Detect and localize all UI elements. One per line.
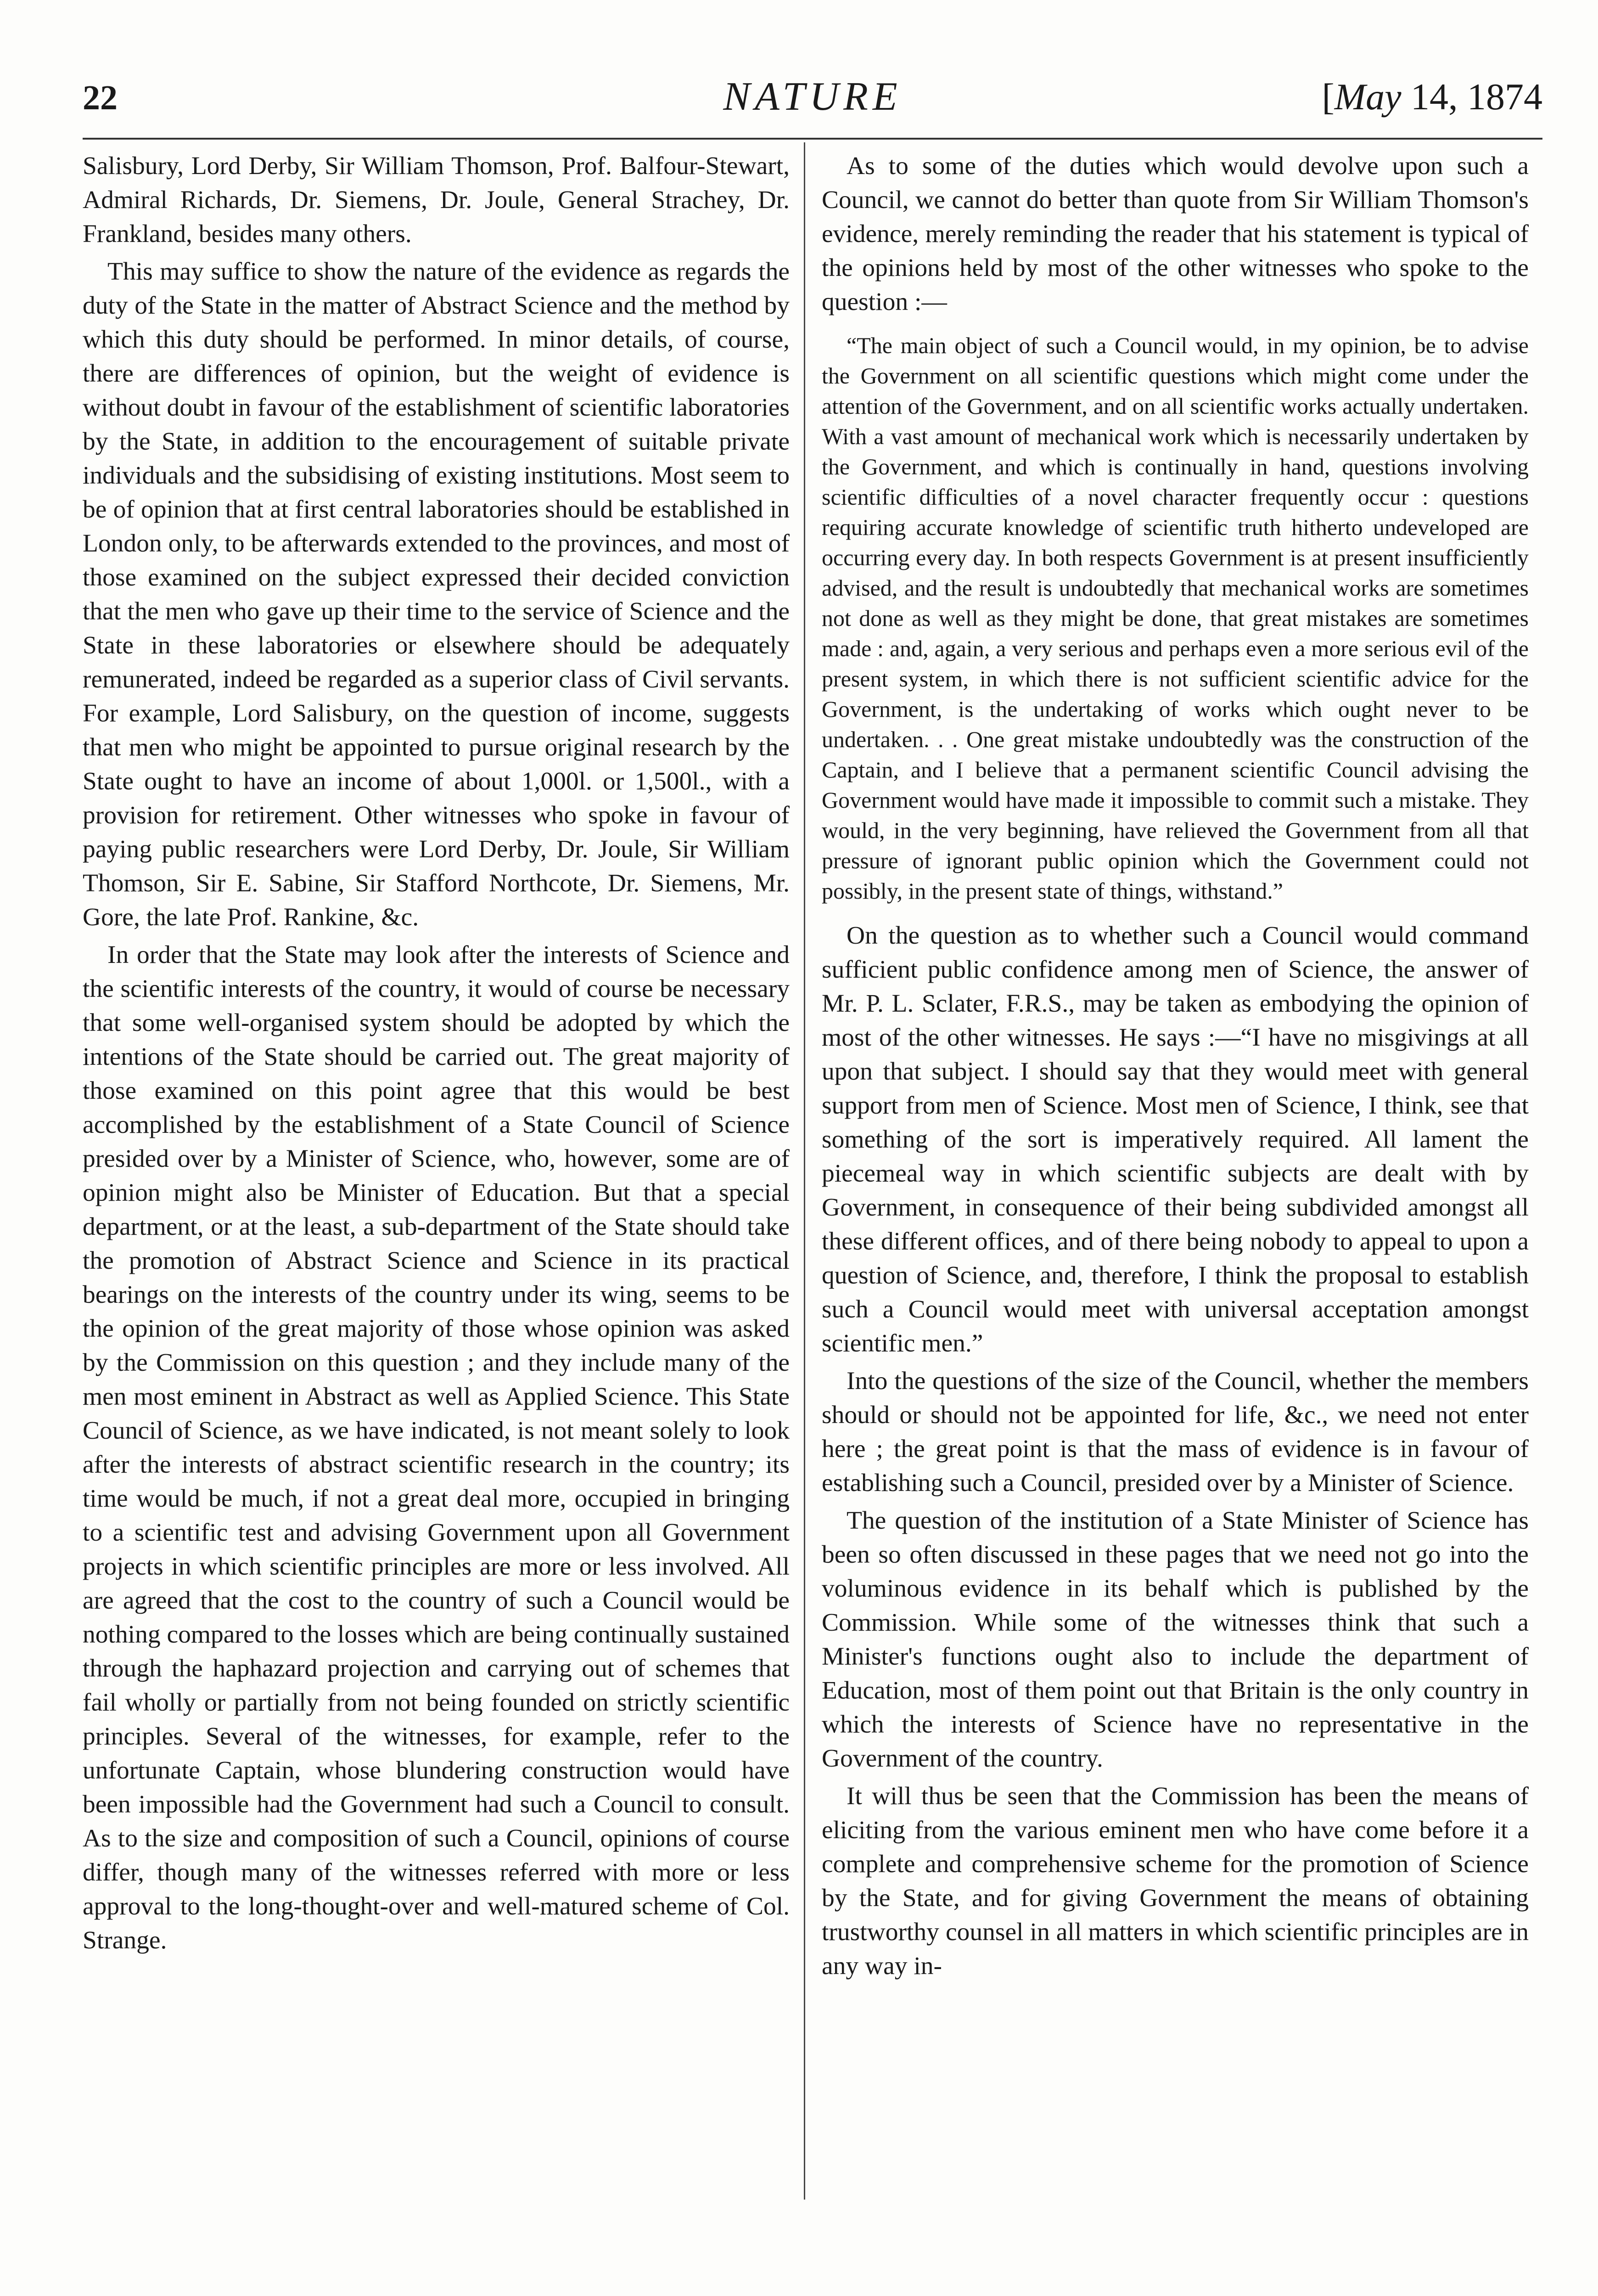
page-number: 22 <box>83 79 118 117</box>
paragraph: As to some of the duties which would devolve upon such a Council, we cannot do better than quote from Sir William Thomson's evidence, merely reminding the reader that his statement is typical of the opinions held by most of the other witnesses who spoke to the question :— <box>822 152 1529 316</box>
column-divider <box>804 142 805 2200</box>
page-header <box>83 69 1542 129</box>
left-column <box>83 149 790 1958</box>
paragraph: Into the questions of the size of the Council, whether the members should or should not be appointed for life, &c., we need not enter here ; the great point is that the mass of evidence is in favour of establishing such a Council, presided over by a Minister of Science. <box>822 1367 1529 1497</box>
paragraph: In order that the State may look after the interests of Science and the scientific interests of the country, it would of course be necessary that some well-organised system should be adopted by which the intentions of the State should be carried out. The great majority of those examined on this point agree that this would be best accomplished by the establishment of a State Council of Science presided over by a Minister of Science, who, however, some are of opinion might also be Minister of Education. But that a special department, or at the least, a sub-department of the State should take the promotion of Abstract Science and Science in its practical bearings on the interests of the country under its wing, seems to be the opinion of the great majority of those whose opinion was asked by the Commission on this question ; and they include many of the men most eminent in Abstract as well as Applied Science. This State Council of Science, as we have indicated, is not meant solely to look after the interests of abstract scientific research in the country; its time would be much, if not a great deal more, occupied in bringing to a scientific test and advising Government upon all Government projects in which scientific principles are more or less involved. All are agreed that the cost to the country of such a Council would be nothing compared to the losses which are being continually sustained through the haphazard projection and carrying out of schemes that fail wholly or partially from not being founded on strictly scientific principles. Several of the witnesses, for example, refer to the unfortunate Captain, whose blundering construction would have been impossible had the Government had such a Council to consult. As to the size and composition of such a Council, opinions of course differ, though many of the witnesses referred with more or less approval to the long-thought-over and well-matured scheme of Col. Strange. <box>83 941 790 1954</box>
issue-month: May <box>1334 76 1402 118</box>
paragraph: Salisbury, Lord Derby, Sir William Thomson, Prof. Balfour-Stewart, Admiral Richards, Dr. Siemens, Dr. Joule, General Strachey, Dr. Frankland, besides many others. <box>83 152 790 248</box>
header-rule <box>83 138 1542 140</box>
right-column <box>822 149 1529 1983</box>
paragraph: It will thus be seen that the Commission has been the means of eliciting from the various eminent men who have come before it a complete and comprehensive scheme for the promotion of Science by the State, and for giving Government the means of obtaining trustworthy counsel in all matters in which scientific principles are in any way in- <box>822 1782 1529 1980</box>
issue-bracket: [ <box>1322 76 1334 118</box>
paragraph: The question of the institution of a State Minister of Science has been so often discussed in these pages that we need not go into the voluminous evidence in its behalf which is published by the Commission. While some of the witnesses think that such a Minister's functions ought also to include the department of Education, most of them point out that Britain is the only country in which the interests of Science have no representative in the Government of the country. <box>822 1507 1529 1773</box>
issue-day-year: 14, 1874 <box>1401 76 1542 118</box>
block-quote: “The main object of such a Council would, in my opinion, be to advise the Government on all scientific questions which might come under the attention of the Government, and on all scientific works actually undertaken. With a vast amount of mechanical work which is necessarily undertaken by the Government, and which is continually in hand, questions involving scientific difficulties of a novel character frequently occur : questions requiring accurate knowledge of scientific truth hitherto undeveloped are occurring every day. In both respects Government is at present insufficiently advised, and the result is undoubtedly that mechanical works are sometimes not done as well as they might be done, that great mistakes are sometimes made : and, again, a very serious and perhaps even a more serious evil of the present system, in which there is not sufficient scientific advice for the Government, is the undertaking of works which ought never to be undertaken. . . One great mistake undoubtedly was the construction of the Captain, and I believe that a permanent scientific Council advising the Government would have made it impossible to commit such a mistake. They would, in the very beginning, have relieved the Government from all that pressure of ignorant public opinion which the Government could not possibly, in the present state of things, withstand.” <box>822 332 1529 904</box>
journal-title: NATURE <box>723 74 902 119</box>
paragraph: This may suffice to show the nature of the evidence as regards the duty of the State in the matter of Abstract Science and the method by which this duty should be performed. In minor details, of course, there are differences of opinion, but the weight of evidence is without doubt in favour of the establishment of scientific laboratories by the State, in addition to the encouragement of suitable private individuals and the subsidising of existing institutions. Most seem to be of opinion that at first central laboratories should be established in London only, to be afterwards extended to the provinces, and most of those examined on the subject expressed their decided conviction that the men who gave up their time to the service of Science and the State in these laboratories or elsewhere should be adequately remunerated, indeed be regarded as a superior class of Civil servants. For example, Lord Salisbury, on the question of income, suggests that men who might be appointed to pursue original research by the State ought to have an income of about 1,000l. or 1,500l., with a provision for retirement. Other witnesses who spoke in favour of paying public researchers were Lord Derby, Dr. Joule, Sir William Thomson, Sir E. Sabine, Sir Stafford Northcote, Dr. Siemens, Mr. Gore, the late Prof. Rankine, &c. <box>83 258 790 931</box>
paragraph: On the question as to whether such a Council would command sufficient public confidence among men of Science, the answer of Mr. P. L. Sclater, F.R.S., may be taken as embodying the opinion of most of the other witnesses. He says :—“I have no misgivings at all upon that subject. I should say that they would meet with general support from men of Science. Most men of Science, I think, see that something of the sort is imperatively required. All lament the piecemeal way in which scientific subjects are dealt with by Government, in consequence of their being subdivided amongst all these different offices, and of there being nobody to appeal to upon a question of Science, and, therefore, I think the proposal to establish such a Council would meet with universal acceptation amongst scientific men.” <box>822 922 1529 1357</box>
issue-date <box>1322 75 1542 118</box>
